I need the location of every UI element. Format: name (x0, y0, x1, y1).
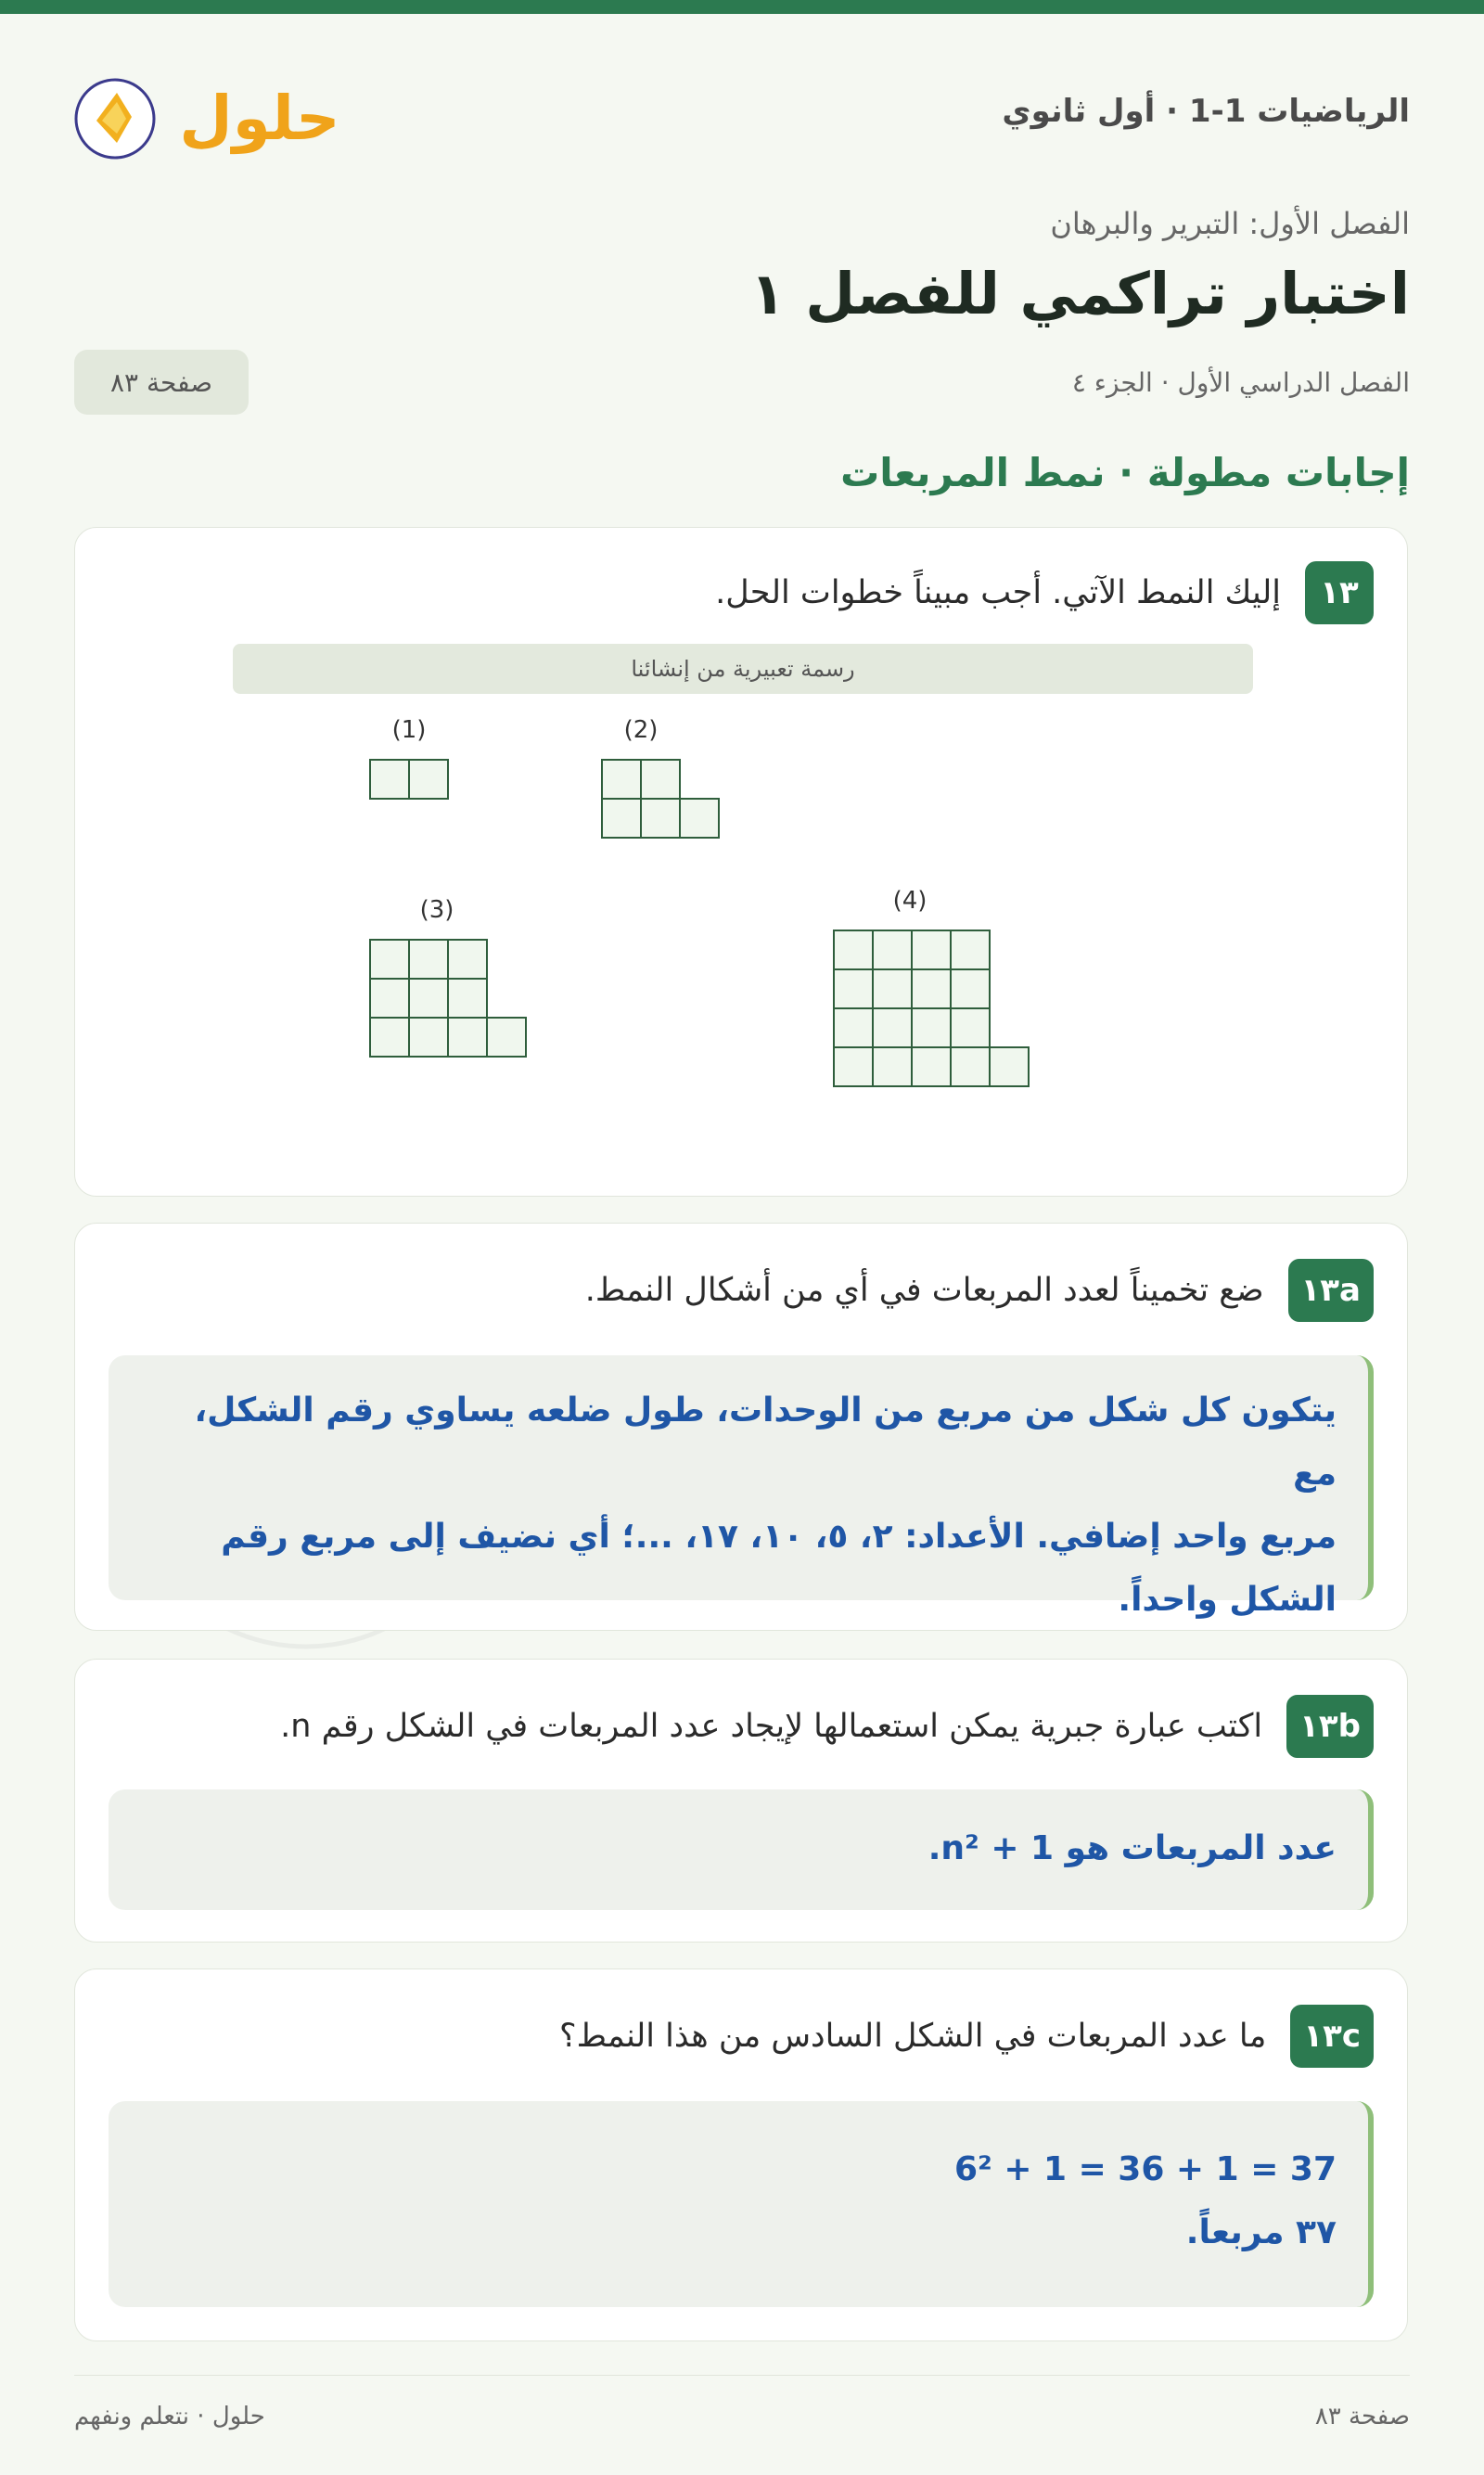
question-number-badge: ١٣c (1290, 2005, 1374, 2068)
question-number-badge: ١٣a (1288, 1259, 1374, 1322)
unit-square (680, 799, 719, 838)
unit-square (448, 1018, 487, 1057)
unit-square (834, 930, 873, 969)
footer-page-number: صفحة ٨٣ (1314, 2403, 1410, 2430)
figure-caption: رسمة تعبيرية من إنشائنا (233, 644, 1253, 694)
unit-square (951, 930, 990, 969)
figure-shapes (370, 760, 1029, 1086)
unit-square (912, 1008, 951, 1047)
unit-square (951, 1008, 990, 1047)
unit-square (912, 1047, 951, 1086)
unit-square (990, 1047, 1029, 1086)
chapter-label: الفصل الأول: التبرير والبرهان (1050, 206, 1410, 241)
unit-square (873, 969, 912, 1008)
unit-square (409, 1018, 448, 1057)
question-card-13a (74, 1223, 1408, 1631)
figure-label-1: (1) (391, 716, 427, 744)
question-text: ما عدد المربعات في الشكل السادس من هذا النمط؟ (559, 2018, 1267, 2055)
svg-text:حلول: حلول (179, 83, 340, 154)
top-accent-bar (0, 0, 1484, 14)
unit-square (912, 969, 951, 1008)
unit-square (448, 940, 487, 979)
page-number-badge: صفحة ٨٣ (74, 350, 249, 415)
footer-divider (74, 2375, 1410, 2376)
unit-square (370, 760, 409, 799)
question-card-13c (74, 1968, 1408, 2341)
unit-square (641, 799, 680, 838)
unit-square (409, 940, 448, 979)
question-header (559, 2005, 1374, 2068)
square-pattern-figure (75, 528, 1409, 1198)
unit-square (409, 979, 448, 1018)
figure-label-4: (4) (892, 887, 928, 915)
question-number-badge: ١٣ (1305, 561, 1374, 624)
unit-square (951, 1047, 990, 1086)
question-header (585, 1259, 1374, 1322)
question-card-13b (74, 1659, 1408, 1943)
answer-box (109, 1789, 1374, 1910)
unit-square (641, 760, 680, 799)
question-text: ضع تخميناً لعدد المربعات في أي من أشكال النمط. (584, 1272, 1264, 1309)
unit-square (370, 940, 409, 979)
answer-box (109, 1355, 1374, 1619)
course-title: الرياضيات 1-1 · أول ثانوي (1002, 93, 1410, 130)
unit-square (873, 1047, 912, 1086)
footer-brand: حلول · نتعلم ونفهم (74, 2403, 265, 2430)
unit-square (370, 1018, 409, 1057)
question-header (280, 1695, 1374, 1758)
unit-square (602, 760, 641, 799)
unit-square (873, 930, 912, 969)
unit-square (602, 799, 641, 838)
answer-line: يتكون كل شكل من مربع من الوحدات، طول ضلعه يساوي رقم الشكل، مع (194, 1391, 1337, 1493)
unit-square (370, 979, 409, 1018)
page-title: اختبار تراكمي للفصل ١ (749, 260, 1410, 327)
unit-square (448, 979, 487, 1018)
question-text: إليك النمط الآتي. أجب مبيناً خطوات الحل. (715, 574, 1281, 611)
answer-equation: 6² + 1 = 36 + 1 = 37 (953, 2150, 1337, 2188)
unit-square (951, 969, 990, 1008)
figure-label-3: (3) (419, 896, 454, 924)
unit-square (912, 930, 951, 969)
answer-line: الشكل واحداً. (1118, 1581, 1337, 1619)
unit-square (409, 760, 448, 799)
unit-square (487, 1018, 526, 1057)
answer-line: مربع واحد إضافي. الأعداد: ٢، ٥، ١٠، ١٧، ...؛ أي نضيف إلى مربع رقم (221, 1518, 1337, 1556)
semester-meta: الفصل الدراسي الأول · الجزء ٤ (1071, 367, 1410, 398)
section-title: إجابات مطولة · نمط المربعات (840, 450, 1410, 495)
brand-logo (74, 65, 352, 167)
answer-line: ٣٧ مربعاً. (1185, 2213, 1337, 2251)
page-header (74, 65, 1410, 167)
question-number-badge: ١٣b (1286, 1695, 1374, 1758)
answer-line: عدد المربعات هو n² + 1. (928, 1829, 1337, 1867)
unit-square (834, 1008, 873, 1047)
question-text: اكتب عبارة جبرية يمكن استعمالها لإيجاد عدد المربعات في الشكل رقم n. (280, 1708, 1263, 1745)
unit-square (834, 1047, 873, 1086)
unit-square (834, 969, 873, 1008)
unit-square (873, 1008, 912, 1047)
figure-label-2: (2) (623, 716, 659, 744)
question-card-13 (74, 527, 1408, 1197)
answer-box (109, 2101, 1374, 2307)
